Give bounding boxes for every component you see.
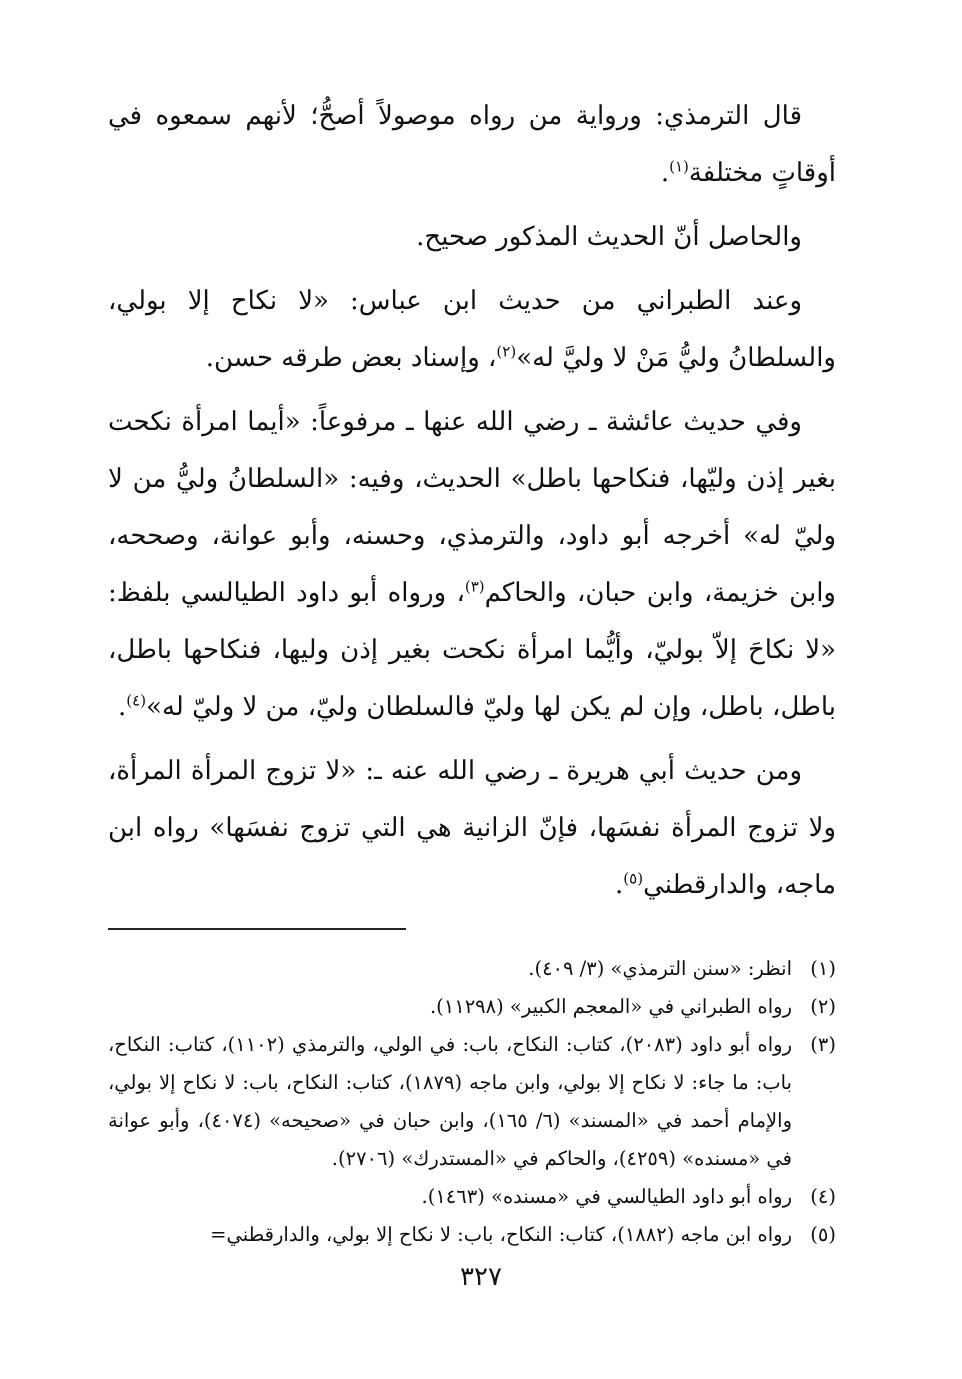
footnote-text: رواه أبو داود (٢٠٨٣)، كتاب: النكاح، باب: في الولي، والترمذي (١١٠٢)، كتاب: النكاح، باب: ما جاء: لا نكاح إلا بولي، وابن ماجه (١٨٧٩)، كتاب: النكاح، باب: لا نكاح إلا بولي، والإمام أحمد في «المسند» (٦/ ١٦٥)، وابن حبان في «صحيحه» (٤٠٧٤)، وأبو عوانة في «مسنده» (٤٢٥٩)، والحاكم في «المستدرك» (٢٧٠٦). <box>108 1033 792 1170</box>
footnote-ref[interactable]: (٥) <box>623 869 644 888</box>
footnote-number: (١) <box>810 957 836 980</box>
footnote-item <box>108 1216 836 1254</box>
paragraph-text-end: ، وإسناد بعض طرقه حسن. <box>205 343 497 373</box>
paragraph-abu-hurayra <box>108 743 836 914</box>
page-number: ٣٢٧ <box>460 1262 502 1292</box>
paragraph-text-end: . <box>118 692 127 722</box>
paragraph-text-middle: ، ورواه أبو داود الطيالسي بلفظ: «لا نكاحَ إلاّ بوليّ، وأيُّما امرأة نكحت بغير إذن وليها، فنكاحها باطل، باطل، باطل، وإن لم يكن لها وليّ فالسلطان وليّ، من لا وليّ له» <box>108 578 836 722</box>
footnote-text: رواه ابن ماجه (١٨٨٢)، كتاب: النكاح، باب: لا نكاح إلا بولي، والدارقطني= <box>210 1223 792 1246</box>
footnotes <box>108 950 836 1254</box>
paragraph-text: والحاصل أنّ الحديث المذكور صحيح. <box>416 222 802 252</box>
paragraph-text: قال الترمذي: ورواية من رواه موصولاً أصحُّ؛ لأنهم سمعوه في أوقاتٍ مختلفة <box>108 101 836 188</box>
footnote-item <box>108 1178 836 1216</box>
footnote-number: (٤) <box>810 1185 836 1208</box>
paragraph-text: وعند الطبراني من حديث ابن عباس: «لا نكاح إلا بولي، والسلطانُ وليُّ مَنْ لا وليَّ له» <box>108 286 836 373</box>
footnote-ref[interactable]: (١) <box>669 157 689 176</box>
footnote-item <box>108 950 836 988</box>
paragraph-text: ومن حديث أبي هريرة ـ رضي الله عنه ـ: «لا تزوج المرأة المرأة، ولا تزوج المرأة نفسَها، فإنّ الزانية هي التي تزوج نفسَها» رواه ابن ماجه، والدارقطني <box>108 756 836 900</box>
footnote-ref[interactable]: (٢) <box>496 342 517 361</box>
paragraph-text-end: . <box>660 158 670 188</box>
paragraph-conclusion <box>108 209 836 266</box>
footnote-divider <box>108 928 406 930</box>
footnote-item <box>108 1026 836 1178</box>
paragraph-text-end: . <box>615 870 624 900</box>
footnote-number: (٣) <box>810 1033 836 1056</box>
footnote-text: رواه الطبراني في «المعجم الكبير» (١١٢٩٨). <box>429 995 792 1018</box>
page-body <box>108 88 836 1254</box>
footnote-text: انظر: «سنن الترمذي» (٣/ ٤٠٩). <box>528 957 792 980</box>
paragraph-aisha <box>108 394 836 736</box>
footnote-ref[interactable]: (٤) <box>126 691 147 710</box>
footnote-number: (٢) <box>810 995 836 1018</box>
footnote-item <box>108 988 836 1026</box>
paragraph-tirmidhi <box>108 88 836 202</box>
footnote-text: رواه أبو داود الطيالسي في «مسنده» (١٤٦٣). <box>421 1185 792 1208</box>
footnote-number: (٥) <box>810 1223 836 1246</box>
paragraph-text: وفي حديث عائشة ـ رضي الله عنها ـ مرفوعاً: «أيما امرأة نكحت بغير إذن وليّها، فنكاحها باطل» الحديث، وفيه: «السلطانُ وليُّ من لا وليّ له» أخرجه أبو داود، والترمذي، وحسنه، وأبو عوانة، وصححه، وابن خزيمة، وابن حبان، والحاكم <box>108 407 836 608</box>
footnote-ref[interactable]: (٣) <box>464 577 485 596</box>
paragraph-tabarani <box>108 273 836 387</box>
